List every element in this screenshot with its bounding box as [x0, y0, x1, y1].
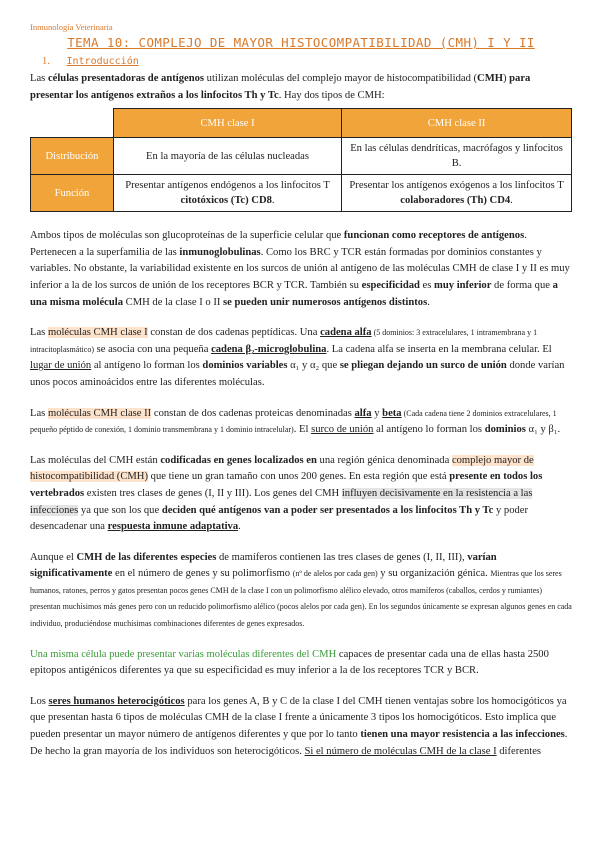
running-header: Inmunología Veterinaria — [30, 22, 113, 32]
row-label-function: Función — [31, 175, 114, 212]
table-row — [31, 175, 572, 212]
paragraph-epitopes: Una misma célula puede presentar varias moléculas diferentes del CMH capaces de presentar cada una de ellas hasta 2500 epitopos antigénicos diferentes ya que su especificidad es muy inferior a la de los receptores TCR y BCR. — [30, 648, 549, 677]
table-corner — [31, 109, 114, 138]
cmh-comparison-table — [30, 108, 572, 212]
table-header-class-i: CMH clase I — [113, 109, 341, 138]
page-title: TEMA 10: COMPLEJO DE MAYOR HISTOCOMPATIBILIDAD (CMH) I Y II — [67, 35, 535, 50]
section-label: Introducción — [66, 56, 139, 67]
paragraph-class-i: Las moléculas CMH clase I constan de dos cadenas peptídicas. Una cadena alfa (5 dominios: 3 extracelulares, 1 intramembrana y 1 intracitoplasmático) se asocia con una pequeña cadena β₂-microglobulina. La cadena alfa se inserta en la membrana celular. El lugar de unión al antígeno lo forman los dominios variables α₁ y α₂ que se pliegan dejando un surco de unión donde varían unos pocos aminoácidos entre las diferentes moléculas. — [30, 327, 565, 388]
paragraph-genes: Las moléculas del CMH están codificadas en genes localizados en una región génica denominada complejo mayor de histocompatibilidad (CMH) que tiene un gran tamaño con unos 200 genes. En esta región que está presente en todos los vertebrados existen tres clases de genes (I, II y III). Los genes del CMH influyen decisivamente en la resistencia a las infecciones ya que son los que deciden qué antígenos van a poder ser presentados a los linfocitos Th y Tc y poder desencadenar una respuesta inmune adaptativa. — [30, 454, 543, 533]
section-number: 1. — [42, 56, 50, 67]
paragraph-species: Aunque el CMH de las diferentes especies de mamíferos contienen las tres clases de genes (I, II, III), varían significativamente en el número de genes y su polimorfismo (nº de alelos por cada gen) y su organización génica. Mientras que los seres humanos, ratones, perros y gatos presentan pocos genes CMH de la clase I con un polimorfismo alélico elevado, otros mamíferos (caballos, cerdos y rumiantes) presentan muchísimos más genes pero con un reducido polimorfismo alélico (pocos alelos por cada gen). En los segundos únicamente se expresan algunos genes en cada individuo, produciéndose muchísimas combinaciones diferentes de genes expresados. — [30, 551, 572, 629]
intro-paragraph: Las células presentadoras de antígenos utilizan moléculas del complejo mayor de histocompatibilidad (CMH) para presentar los antígenos extraños a los linfocitos Th y Tc. Hay dos tipos de CMH: — [30, 73, 531, 101]
paragraph-class-ii: Las moléculas CMH clase II constan de dos cadenas proteicas denominadas alfa y beta (Cada cadena tiene 2 dominios extracelulares, 1 pequeño péptido de conexión, 1 dominio transmembrana y 1 dominio intracelular). El surco de unión al antígeno lo forman los dominios α₁ y β₁. — [30, 407, 561, 436]
table-row — [31, 138, 572, 175]
table-cell: Presentar antígenos endógenos a los linfocitos T citotóxicos (Tc) CD8. — [113, 175, 341, 212]
row-label-distribution: Distribución — [31, 138, 114, 175]
paragraph-receptors: Ambos tipos de moléculas son glucoproteínas de la superficie celular que funcionan como receptores de antígenos. Pertenecen a la superfamilia de las inmunoglobulinas. Como los BRC y TCR están formadas por dominios constantes y variables. No obstante, la variabilidad existente en los surcos de unión al antígeno de las moléculas CMH de clase I y II es muy inferior a la de los surcos de unión de los receptores BCR y TCR. También su especificidad es muy inferior de forma que a una misma molécula CMH de la clase I o II se pueden unir numerosos antígenos distintos. — [30, 230, 570, 308]
table-cell: En la mayoría de las células nucleadas — [113, 138, 341, 175]
section-heading — [42, 56, 572, 67]
paragraph-heterozygous: Los seres humanos heterocigóticos para los genes A, B y C de la clase I del CMH tienen ventajas sobre los homocigóticos ya que presentan hasta 6 tipos de moléculas CMH de la clase I frente a únicamente 3 tipos los homocigóticos. Esto implica que pueden presentar un mayor número de antígenos diferentes y que por lo tanto tienen una mayor resistencia a las infecciones. De hecho la gran mayoría de los individuos son heterocigóticos. Si el número de moléculas CMH de la clase I diferentes — [30, 695, 568, 757]
table-cell: En las células dendríticas, macrófagos y linfocitos B. — [342, 138, 572, 175]
table-cell: Presentar los antígenos exógenos a los linfocitos T colaboradores (Th) CD4. — [342, 175, 572, 212]
table-header-class-ii: CMH clase II — [342, 109, 572, 138]
